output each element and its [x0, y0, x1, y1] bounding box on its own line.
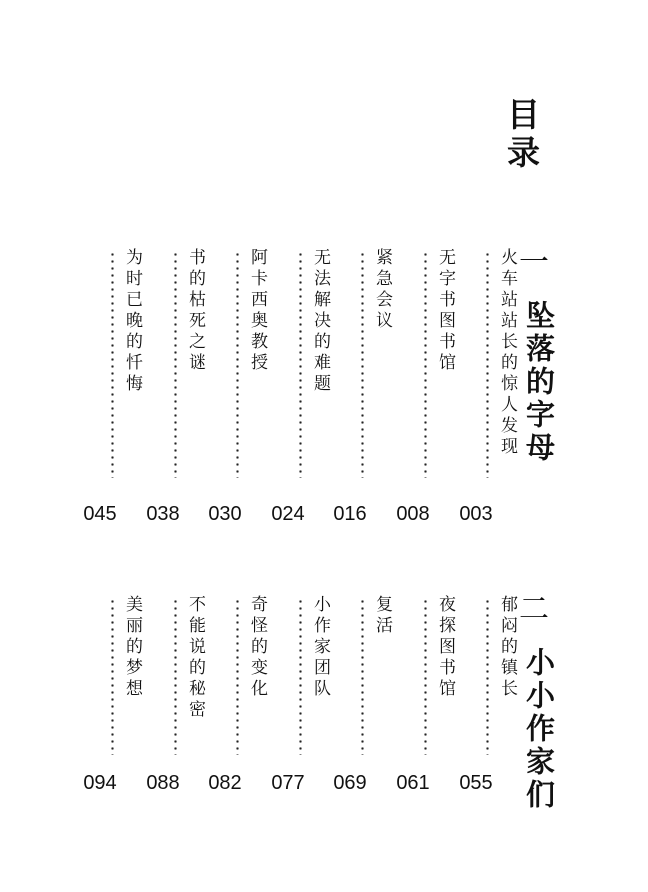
toc-page-number[interactable]: 016 [333, 503, 367, 525]
toc-page-number[interactable]: 024 [271, 503, 305, 525]
toc-page-number[interactable]: 003 [459, 503, 493, 525]
page-title: 目录 [502, 97, 541, 173]
dotted-leader [424, 251, 427, 478]
dotted-leader [424, 598, 427, 755]
dotted-leader [174, 251, 177, 478]
toc-entry-title[interactable]: 无法解决的难题 [310, 248, 330, 395]
dotted-leader [236, 251, 239, 478]
toc-page-number[interactable]: 094 [83, 772, 117, 794]
toc-entry-title[interactable]: 紧急会议 [372, 248, 392, 332]
section-heading [519, 592, 560, 812]
toc-page-number[interactable]: 069 [333, 772, 367, 794]
toc-page-number[interactable]: 030 [208, 503, 242, 525]
dotted-leader [361, 598, 364, 755]
toc-entry-title[interactable]: 不能说的秘密 [185, 595, 205, 721]
dotted-leader [174, 598, 177, 755]
toc-entry-title[interactable]: 阿卡西奥教授 [247, 248, 267, 374]
dotted-leader [111, 598, 114, 755]
dotted-leader [486, 251, 489, 478]
toc-entry-title[interactable]: 火车站站长的惊人发现 [497, 248, 517, 458]
dotted-leader [361, 251, 364, 478]
section-number: 二 [519, 592, 549, 627]
toc-entry-title[interactable]: 书的枯死之谜 [185, 248, 205, 374]
toc-page-number[interactable]: 077 [271, 772, 305, 794]
section-title: 坠落的字母 [522, 300, 556, 465]
toc-entry-title[interactable]: 小作家团队 [310, 595, 330, 700]
toc-page-number[interactable]: 055 [459, 772, 493, 794]
dotted-leader [486, 598, 489, 755]
toc-page-number[interactable]: 045 [83, 503, 117, 525]
dotted-leader [111, 251, 114, 478]
toc-page-number[interactable]: 088 [146, 772, 180, 794]
toc-entry-title[interactable]: 美丽的梦想 [122, 595, 142, 700]
toc-entry-title[interactable]: 无字书图书馆 [435, 248, 455, 374]
section-number: 一 [519, 245, 549, 280]
toc-entry-title[interactable]: 夜探图书馆 [435, 595, 455, 700]
dotted-leader [236, 598, 239, 755]
toc-entry-title[interactable]: 奇怪的变化 [247, 595, 267, 700]
dotted-leader [299, 598, 302, 755]
toc-page-number[interactable]: 061 [396, 772, 430, 794]
toc-page-number[interactable]: 082 [208, 772, 242, 794]
toc-page-number[interactable]: 008 [396, 503, 430, 525]
dotted-leader [299, 251, 302, 478]
toc-entry-title[interactable]: 郁闷的镇长 [497, 595, 517, 700]
section-heading [519, 245, 560, 465]
section-title: 小小作家们 [522, 647, 556, 812]
toc-page-number[interactable]: 038 [146, 503, 180, 525]
toc-entry-title[interactable]: 复活 [372, 595, 392, 637]
toc-entry-title[interactable]: 为时已晚的忏悔 [122, 248, 142, 395]
